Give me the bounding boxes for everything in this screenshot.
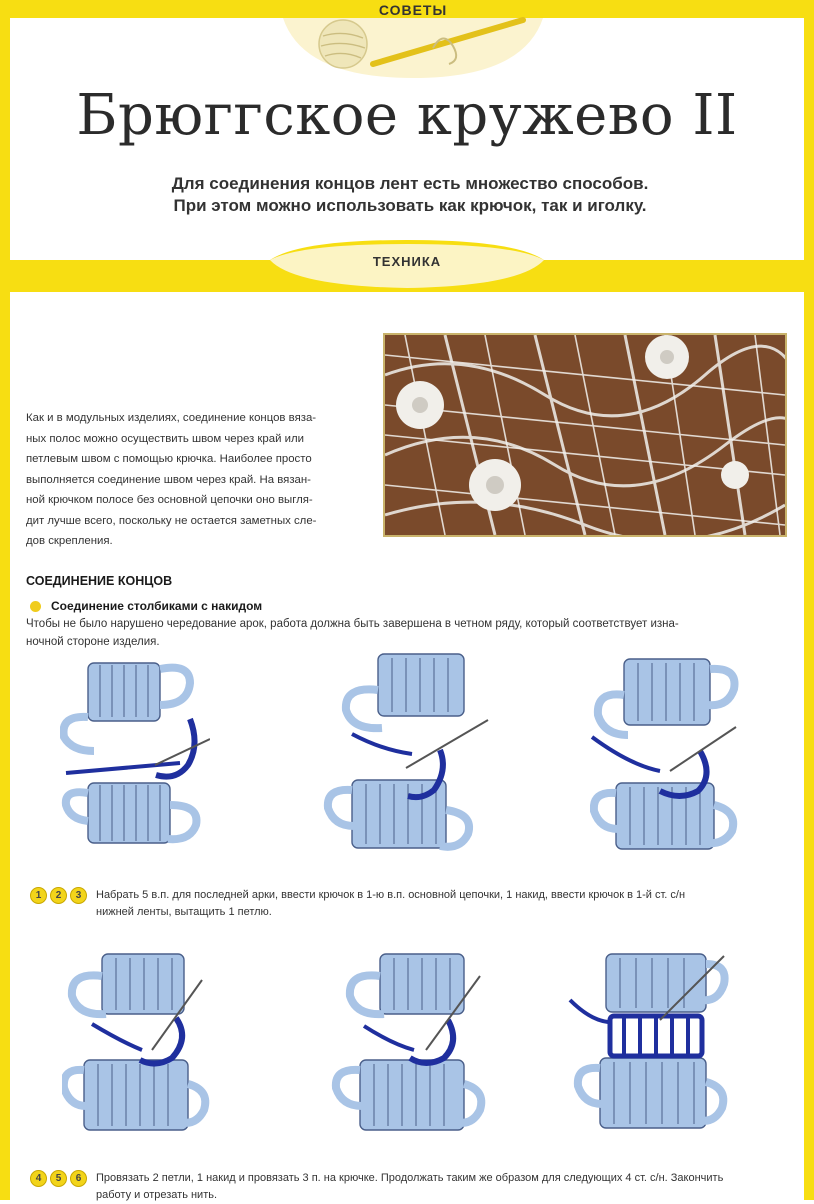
left-yellow-border bbox=[0, 0, 10, 1200]
step-caption-4-6 bbox=[30, 1170, 723, 1204]
step-badges bbox=[30, 887, 90, 904]
subtitle bbox=[90, 173, 730, 217]
crochet-diagram-step-6 bbox=[560, 950, 730, 1150]
subtitle-line: При этом можно использовать как крючок, так и иголку. bbox=[173, 196, 647, 215]
intro-line: петлевым швом с помощью крючка. Наиболее просто bbox=[26, 453, 312, 465]
step-number-badge: 1 bbox=[30, 887, 47, 904]
joining-heading: СОЕДИНЕНИЕ КОНЦОВ bbox=[26, 574, 173, 588]
step-text bbox=[96, 1170, 723, 1204]
intro-line: дит лучше всего, поскольку не остается заметных сле- bbox=[26, 514, 317, 527]
step-text-line: Провязать 2 петли, 1 накид и провязать 3 п. на крючке. Продолжать таким же образом для следующих 4 ст. с/н. Закончить bbox=[96, 1172, 724, 1184]
lace-photo bbox=[383, 333, 787, 537]
step-number-badge: 5 bbox=[50, 1170, 67, 1187]
intro-line: ной крючком полосе без основной цепочки оно выгля- bbox=[26, 494, 313, 506]
header-tab bbox=[283, 0, 543, 80]
joining-paragraph-line: Чтобы не было нарушено чередование арок, работа должна быть завершена в четном ряду, который соответствует изна- bbox=[26, 618, 679, 630]
step-number-badge: 3 bbox=[70, 887, 87, 904]
joining-subheading-row bbox=[30, 598, 262, 614]
lace-image bbox=[385, 335, 785, 535]
step-number-badge: 4 bbox=[30, 1170, 47, 1187]
section-band-label: ТЕХНИКА bbox=[372, 254, 442, 269]
intro-line: выполняется соединение швом через край. На вязан- bbox=[26, 473, 311, 486]
crochet-diagram-step-3 bbox=[590, 655, 740, 865]
intro-line: Как и в модульных изделиях, соединение концов вяза- bbox=[26, 412, 317, 424]
intro-text bbox=[26, 408, 366, 552]
crochet-diagram-step-5 bbox=[330, 950, 490, 1150]
intro-line: дов скрепления. bbox=[26, 535, 113, 547]
step-number-badge: 6 bbox=[70, 1170, 87, 1187]
joining-subheading: Соединение столбиками с накидом bbox=[51, 599, 263, 613]
step-text-line: Набрать 5 в.п. для последней арки, ввести крючок в 1-ю в.п. основной цепочки, 1 накид, ввести крючок в 1-й ст. с/н bbox=[96, 889, 686, 901]
step-text bbox=[96, 887, 685, 921]
tab-label: СОВЕТЫ bbox=[378, 2, 448, 18]
right-yellow-border bbox=[804, 0, 814, 1200]
step-badges bbox=[30, 1170, 90, 1187]
yellow-bullet-icon bbox=[30, 601, 41, 612]
crochet-diagram-step-2 bbox=[322, 650, 492, 865]
crochet-diagram-step-4 bbox=[62, 950, 212, 1150]
step-caption-1-3 bbox=[30, 887, 685, 921]
subtitle-line: Для соединения концов лент есть множество способов. bbox=[171, 174, 649, 193]
crochet-diagram-step-1 bbox=[60, 655, 210, 860]
intro-line: ных полос можно осуществить швом через край или bbox=[26, 432, 304, 445]
joining-paragraph-line: ночной стороне изделия. bbox=[26, 636, 160, 648]
joining-paragraph bbox=[26, 615, 790, 651]
step-number-badge: 2 bbox=[50, 887, 67, 904]
step-text-line: нижней ленты, вытащить 1 петлю. bbox=[96, 906, 272, 918]
page-title: Брюггское кружево II bbox=[76, 83, 738, 148]
step-text-line: работу и отрезать нить. bbox=[96, 1189, 218, 1201]
